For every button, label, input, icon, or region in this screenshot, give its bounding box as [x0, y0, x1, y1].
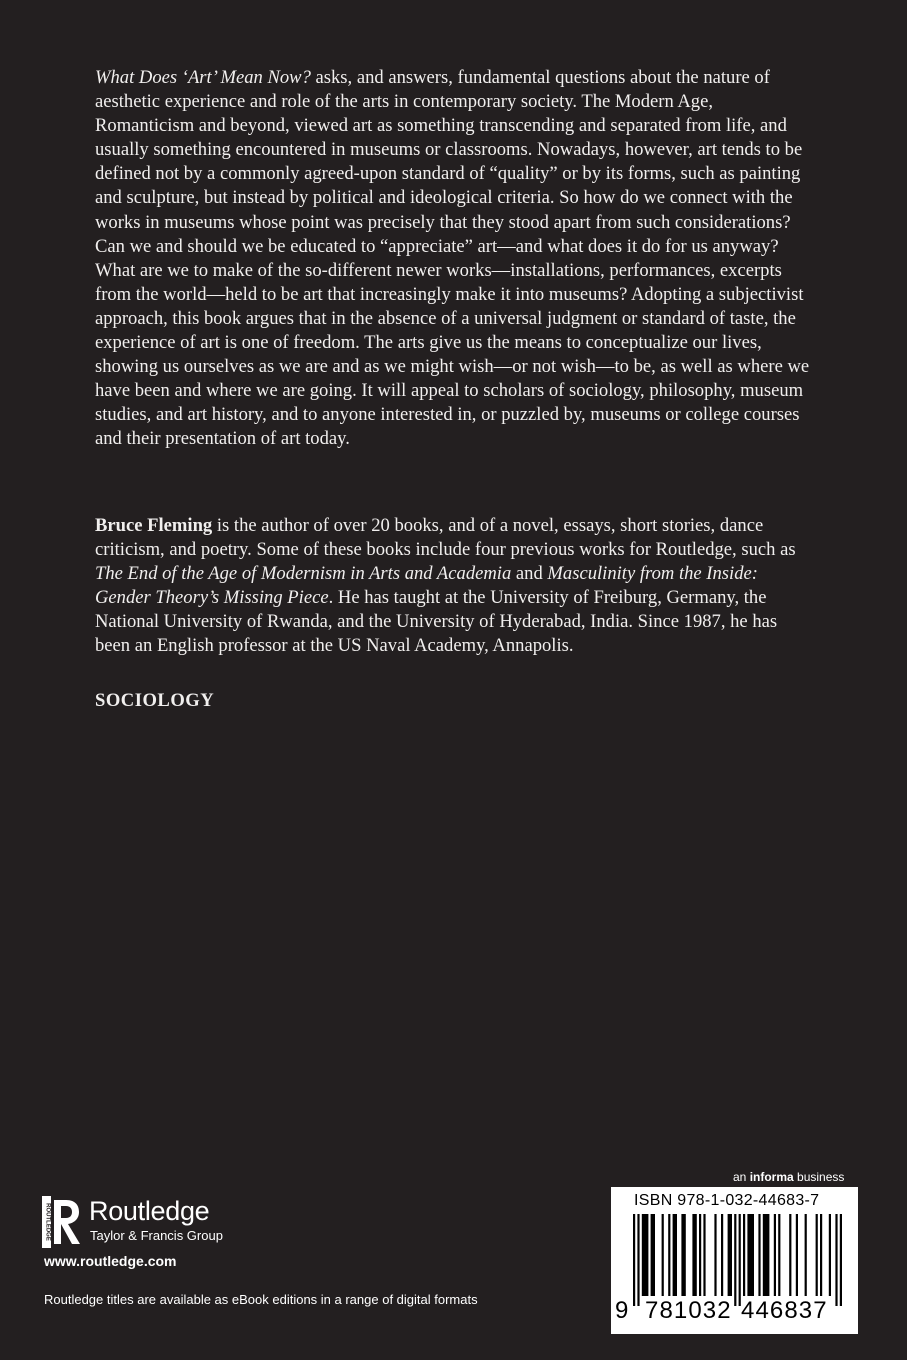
barcode-bar	[743, 1214, 745, 1296]
barcode-bar	[637, 1214, 639, 1306]
isbn-label: ISBN 978-1-032-44683-7	[634, 1192, 820, 1209]
subject-category: SOCIOLOGY	[95, 690, 215, 711]
author-name: Bruce Fleming	[95, 515, 213, 536]
barcode-bar	[662, 1214, 664, 1296]
barcode-bar	[758, 1214, 760, 1296]
bio-text-3: . He has taught at the University of Freiburg, Germany, the National University of Rwanda, and the University of Hyderabad, India. Since 1987, he has been an English professor at the US Naval Academy, Annapolis.	[95, 587, 778, 657]
barcode-digits-right: 446837	[741, 1297, 828, 1324]
informa-business-tag: an informa business	[733, 1170, 845, 1184]
barcode-icon	[625, 1214, 845, 1306]
barcode-bar	[829, 1214, 831, 1296]
barcode-bar	[820, 1214, 822, 1296]
barcode-bar	[763, 1214, 770, 1296]
barcode-bar	[816, 1214, 818, 1296]
barcode-bar	[728, 1214, 732, 1296]
barcode-bar	[835, 1214, 837, 1306]
book-description	[95, 66, 815, 452]
bio-text-2: and	[511, 563, 548, 585]
bio-text-1: is the author of over 20 books, and of a novel, essays, short stories, dance criticism, and poetry. Some of these books include four previous works for Routledge, such as	[95, 515, 796, 561]
barcode-bar	[774, 1214, 776, 1296]
barcode-bar	[778, 1214, 780, 1296]
barcode-bar	[681, 1214, 685, 1296]
barcode-digits-left: 781032	[645, 1297, 732, 1324]
ebook-note: Routledge titles are available as eBook editions in a range of digital formats	[44, 1292, 478, 1307]
barcode-digit-first: 9	[615, 1297, 629, 1324]
barcode-bar	[703, 1214, 705, 1296]
description-text: asks, and answers, fundamental questions about the nature of aesthetic experience and role of the arts in contemporary society. The Modern Age, Romanticism and beyond, viewed art as something transcending and separated from life, and usually something encountered in museums or classrooms. Nowadays, however, art tends to be defined not by a commonly agreed-upon standard of “quality” or by its forms, such as painting and sculpture, but instead by political and ideological criteria. So how do we connect with the works in museums whose point was precisely that they stood apart from such considerations? Can we and should we be educated to “appreciate” art—and what does it do for us anyway? What are we to make of the so-different newer works—installations, performances, excerpts from the world—held to be art that increasingly make it into museums? Adopting a subjectivist approach, this book argues that in the absence of a universal judgment or standard of taste, the experience of art is one of freedom. The arts give us the means to conceptualize our lives, showing us ourselves as we are and as we might wish—or not wish—to be, as well as where we have been and where we are going. It will appeal to scholars of sociology, philosophy, museum studies, and art history, and to anyone interested in, or puzzled by, museums or college courses and their presentation of art today.	[95, 67, 810, 450]
barcode-bar	[840, 1214, 842, 1306]
barcode-bar	[805, 1214, 807, 1296]
isbn-barcode-box	[611, 1187, 858, 1334]
barcode-bar	[642, 1214, 649, 1296]
publisher-name: Routledge	[89, 1196, 210, 1226]
barcode-bar	[633, 1214, 635, 1306]
previous-book-1: The End of the Age of Modernism in Arts and Academia	[95, 563, 512, 585]
publisher-logo	[42, 1194, 302, 1254]
publisher-website: www.routledge.com	[44, 1253, 177, 1269]
book-title: What Does ‘Art’ Mean Now?	[95, 67, 311, 88]
publisher-group: Taylor & Francis Group	[90, 1228, 223, 1243]
barcode-bar	[673, 1214, 677, 1296]
logo-vertical-letters: ROUTLEDGE	[44, 1203, 51, 1241]
barcode-bar	[651, 1214, 655, 1296]
barcode-bar	[789, 1214, 791, 1296]
author-bio	[95, 514, 815, 659]
barcode-bar	[668, 1214, 670, 1296]
routledge-logo-icon	[42, 1196, 82, 1248]
barcode-bar	[721, 1214, 723, 1296]
barcode-bar	[739, 1214, 741, 1306]
barcode-bar	[699, 1214, 701, 1296]
barcode-bar	[734, 1214, 736, 1306]
barcode-bar	[747, 1214, 754, 1296]
barcode-bar	[714, 1214, 716, 1296]
barcode-bar	[692, 1214, 696, 1296]
previous-book-2: Masculinity from the Inside: Gender Theory’s Missing Piece	[95, 563, 758, 609]
barcode-bar	[796, 1214, 798, 1296]
